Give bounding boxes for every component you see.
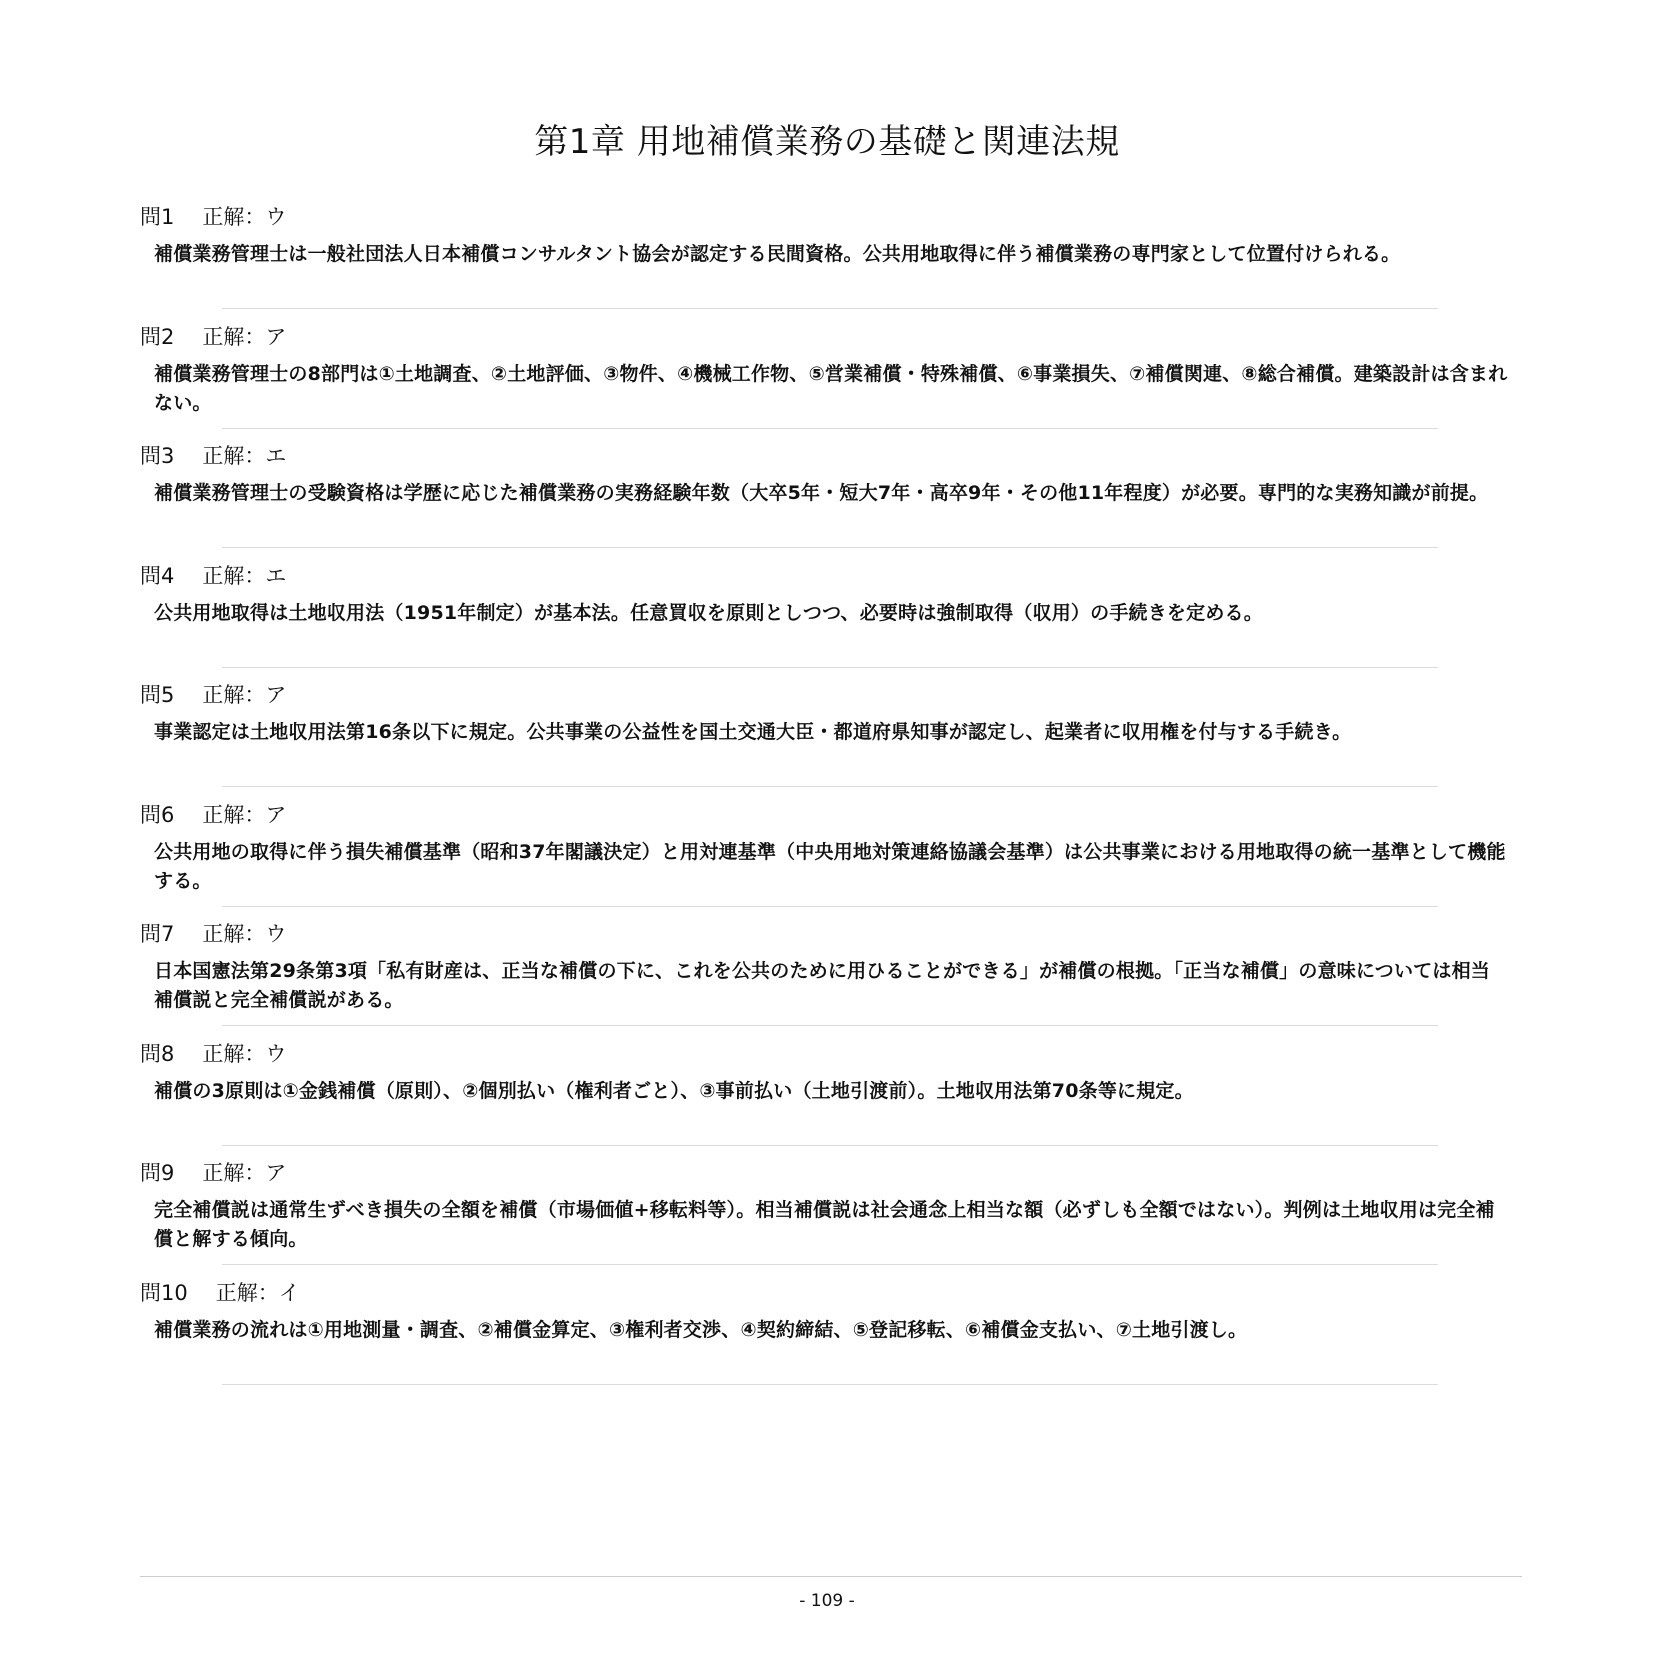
answer-explanation: 補償業務管理士の受験資格は学歴に応じた補償業務の実務経験年数（大卒5年・短大7年・高卒9年・その他11年程度）が必要。専門的な実務知識が前提。 [154, 482, 1489, 504]
question-number: 問10 [140, 1280, 188, 1305]
question-item [140, 203, 1510, 323]
divider [222, 308, 1438, 309]
answer-label: 正解：ア [202, 1161, 287, 1185]
question-header [140, 442, 286, 470]
answer-label: 正解：ア [202, 683, 287, 707]
question-item [140, 920, 1510, 1040]
divider [222, 667, 1438, 668]
divider [222, 428, 1438, 429]
answer-explanation: 完全補償説は通常生ずべき損失の全額を補償（市場価値+移転料等）。相当補償説は社会通念上相当な額（必ずしも全額ではない）。判例は土地収用は完全補償と解する傾向。 [154, 1199, 1495, 1250]
divider [222, 547, 1438, 548]
question-number: 問6 [140, 802, 175, 827]
question-item [140, 1159, 1510, 1279]
question-number: 問1 [140, 205, 175, 229]
question-item [140, 801, 1510, 921]
answer-label: 正解：エ [202, 444, 287, 468]
question-header [140, 1279, 300, 1307]
answer-explanation: 補償の3原則は①金銭補償（原則）、②個別払い（権利者ごと）、③事前払い（土地引渡前）。土地収用法第70条等に規定。 [154, 1079, 1194, 1102]
answer-label: 正解：ウ [202, 205, 287, 229]
question-item [140, 1279, 1510, 1399]
answer-explanation: 補償業務管理士は一般社団法人日本補償コンサルタント協会が認定する民間資格。公共用地取得に伴う補償業務の専門家として位置付けられる。 [154, 243, 1401, 265]
question-header [140, 562, 286, 590]
divider [222, 1384, 1438, 1385]
question-number: 問7 [140, 922, 175, 946]
question-number: 問9 [140, 1161, 175, 1185]
page-number: - 109 - [799, 1591, 855, 1611]
question-header [140, 1159, 286, 1187]
question-header [140, 920, 286, 948]
question-header [140, 801, 286, 829]
divider [222, 1025, 1438, 1026]
divider [222, 906, 1438, 907]
question-header [140, 323, 286, 351]
question-item [140, 442, 1510, 562]
answer-label: 正解：エ [202, 563, 287, 588]
question-item [140, 1040, 1510, 1160]
answer-label: 正解：イ [215, 1280, 300, 1305]
answer-label: 正解：ウ [202, 1041, 287, 1066]
question-header [140, 681, 286, 709]
divider [222, 1145, 1438, 1146]
question-number: 問3 [140, 444, 175, 468]
question-item [140, 562, 1510, 682]
answer-label: 正解：ウ [202, 922, 287, 946]
question-item [140, 323, 1510, 443]
answer-explanation: 補償業務の流れは①用地測量・調査、②補償金算定、③権利者交渉、④契約締結、⑤登記移転、⑥補償金支払い、⑦土地引渡し。 [154, 1318, 1248, 1341]
page-title: 第1章 用地補償業務の基礎と関連法規 [534, 122, 1120, 162]
answer-explanation: 補償業務管理士の8部門は①土地調査、②土地評価、③物件、④機械工作物、⑤営業補償・特殊補償、⑥事業損失、⑦補償関連、⑧総合補償。建築設計は含まれない。 [154, 362, 1508, 414]
answer-explanation: 日本国憲法第29条第3項「私有財産は、正当な補償の下に、これを公共のために用ひることができる」が補償の根拠。「正当な補償」の意味については相当補償説と完全補償説がある。 [154, 960, 1490, 1011]
question-number: 問5 [140, 683, 175, 707]
footer-divider [140, 1576, 1522, 1577]
question-number: 問4 [140, 563, 175, 588]
question-list [140, 203, 1510, 1398]
answer-label: 正解：ア [202, 324, 287, 349]
answer-explanation: 公共用地の取得に伴う損失補償基準（昭和37年閣議決定）と用対連基準（中央用地対策連絡協議会基準）は公共事業における用地取得の統一基準として機能する。 [154, 840, 1506, 892]
answer-explanation: 公共用地取得は土地収用法（1951年制定）が基本法。任意買収を原則としつつ、必要時は強制取得（収用）の手続きを定める。 [154, 601, 1263, 624]
divider [222, 786, 1438, 787]
question-header [140, 1040, 286, 1068]
question-number: 問8 [140, 1041, 175, 1066]
question-number: 問2 [140, 324, 175, 349]
answer-label: 正解：ア [202, 802, 287, 827]
divider [222, 1264, 1438, 1265]
question-item [140, 681, 1510, 801]
question-header [140, 203, 286, 231]
answer-explanation: 事業認定は土地収用法第16条以下に規定。公共事業の公益性を国土交通大臣・都道府県知事が認定し、起業者に収用権を付与する手続き。 [154, 721, 1352, 743]
